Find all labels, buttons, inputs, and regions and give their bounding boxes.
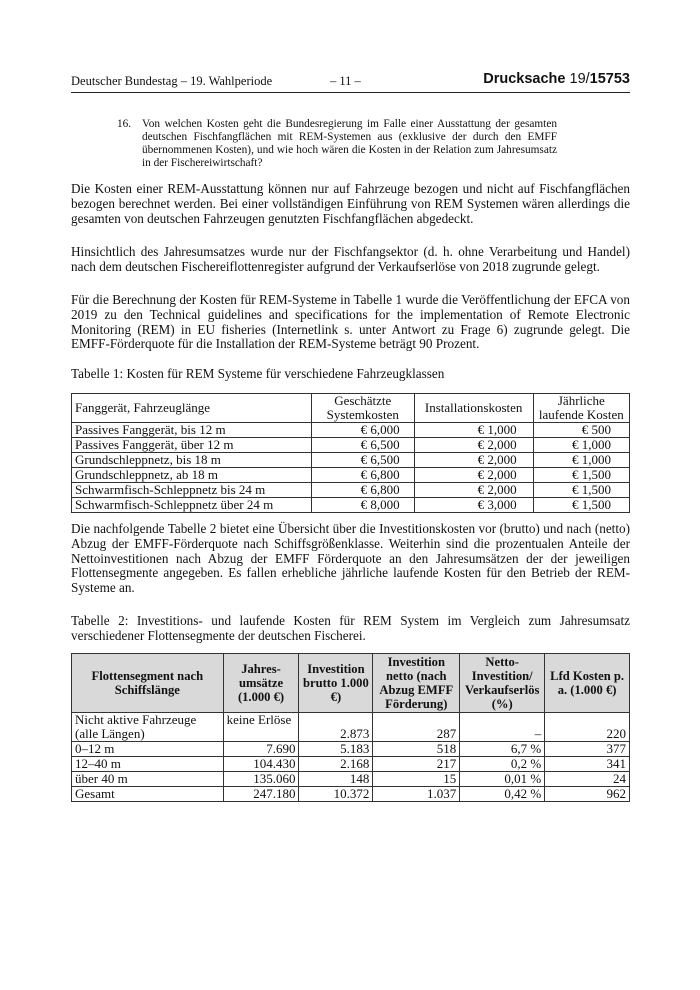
table1-cell: € 6,800 bbox=[311, 483, 414, 498]
table2-cell: 287 bbox=[373, 727, 460, 742]
table-row bbox=[72, 468, 630, 483]
question-block bbox=[117, 118, 557, 170]
table-1-rem-costs bbox=[71, 393, 630, 513]
table1-caption: Tabelle 1: Kosten für REM Systeme für verschiedene Fahrzeugklassen bbox=[71, 366, 445, 381]
table-row bbox=[72, 438, 630, 453]
table2-cell: 2.168 bbox=[299, 757, 373, 772]
table1-cell: € 1,000 bbox=[414, 423, 533, 438]
table1-cell: Passives Fanggerät, über 12 m bbox=[72, 438, 312, 453]
table1-cell: Grundschleppnetz, ab 18 m bbox=[72, 468, 312, 483]
table2-cell: 220 bbox=[545, 727, 630, 742]
table1-cell: € 1,000 bbox=[533, 453, 629, 468]
table-row bbox=[72, 453, 630, 468]
paragraph-4: Die nachfolgende Tabelle 2 bietet eine Übersicht über die Investitionskosten vor (brutto) und nach (netto) Abzug der EMFF-Förderquote nach Schiffsgrößenklasse. Weiterhin sind die prozentualen Anteile der Nettoinvestitionen nach Abzug der EMFF Förderquote an den Jahresumsätzen der der jeweiligen Flottensegmente angegeben. Es fallen erhebliche jährliche laufende Kosten für den Betrieb der REM-Systeme an. bbox=[71, 521, 630, 596]
table1-header-cell: Fanggerät, Fahrzeuglänge bbox=[72, 394, 312, 423]
table1-cell: € 6,000 bbox=[311, 423, 414, 438]
table1-cell: € 1,500 bbox=[533, 483, 629, 498]
table2-header-cell: Flottensegment nach Schiffslänge bbox=[72, 654, 224, 713]
table1-cell: € 2,000 bbox=[414, 468, 533, 483]
table1-cell: € 2,000 bbox=[414, 438, 533, 453]
table2-cell: 1.037 bbox=[373, 787, 460, 802]
table1-cell: € 500 bbox=[533, 423, 629, 438]
table2-cell: – bbox=[460, 727, 545, 742]
table2-header-cell: Investition netto (nach Abzug EMFF Förderung) bbox=[373, 654, 460, 713]
question-number: 16. bbox=[117, 118, 132, 130]
table2-cell: 0,42 % bbox=[460, 787, 545, 802]
table2-cell: 7.690 bbox=[223, 742, 299, 757]
table-row bbox=[72, 423, 630, 438]
table1-cell: Grundschleppnetz, bis 18 m bbox=[72, 453, 312, 468]
header-doc-number: 15753 bbox=[589, 71, 630, 87]
table2-header-row bbox=[72, 654, 630, 713]
table1-cell: € 6,500 bbox=[311, 453, 414, 468]
table1-cell: € 8,000 bbox=[311, 498, 414, 513]
table2-caption: Tabelle 2: Investitions- und laufende Kosten für REM System im Vergleich zum Jahresumsatz verschiedener Flottensegmente der deutschen Fischerei. bbox=[71, 613, 630, 643]
table1-cell: € 2,000 bbox=[414, 453, 533, 468]
table2-cell: 247.180 bbox=[223, 787, 299, 802]
table2-cell bbox=[373, 713, 460, 728]
paragraph-2: Hinsichtlich des Jahresumsatzes wurde nur der Fischfangsektor (d. h. ohne Verarbeitung und Handel) nach dem deutschen Fischereiflottenregister aufgrund der Verkaufserlöse von 2018 zugrunde gelegt. bbox=[71, 244, 630, 274]
table2-cell: Nicht aktive Fahrzeuge bbox=[72, 713, 224, 728]
paragraph-3: Für die Berechnung der Kosten für REM-Systeme in Tabelle 1 wurde die Veröffentlichung der EFCA von 2019 zu den Technical guidelines and specifications for the implementation of Remote Electronic Monitoring (REM) in EU fisheries (Internetlink s. unter Antwort zu Frage 6) zugrunde gelegt. Die EMFF-Förderquote für die Installation der REM-Systeme beträgt 90 Prozent. bbox=[71, 292, 630, 352]
table1-cell: € 1,500 bbox=[533, 498, 629, 513]
header-doc-label: Drucksache bbox=[483, 71, 566, 87]
table2-cell: 148 bbox=[299, 772, 373, 787]
table2-cell: 12–40 m bbox=[72, 757, 224, 772]
table-2-investment-costs bbox=[71, 653, 630, 802]
table2-cell: 5.183 bbox=[299, 742, 373, 757]
table1-cell: Schwarmfisch-Schleppnetz bis 24 m bbox=[72, 483, 312, 498]
table2-cell: 377 bbox=[545, 742, 630, 757]
table2-cell: 104.430 bbox=[223, 757, 299, 772]
table-row bbox=[72, 772, 630, 787]
table1-cell: Passives Fanggerät, bis 12 m bbox=[72, 423, 312, 438]
table-row bbox=[72, 483, 630, 498]
table1-cell: € 6,800 bbox=[311, 468, 414, 483]
table2-cell: 962 bbox=[545, 787, 630, 802]
table2-cell: 10.372 bbox=[299, 787, 373, 802]
header-doc-number-prefix: 19/ bbox=[569, 71, 590, 87]
table1-header-row bbox=[72, 394, 630, 423]
table2-cell bbox=[223, 727, 299, 742]
header-page-number: – 11 – bbox=[330, 74, 361, 88]
table2-cell bbox=[460, 713, 545, 728]
table-row bbox=[72, 787, 630, 802]
header-parliament: Deutscher Bundestag – 19. Wahlperiode bbox=[71, 74, 273, 88]
table2-cell: (alle Längen) bbox=[72, 727, 224, 742]
table2-header-cell: Investition brutto 1.000 €) bbox=[299, 654, 373, 713]
table-row bbox=[72, 498, 630, 513]
header-rule bbox=[71, 92, 630, 93]
table2-cell: 0,2 % bbox=[460, 757, 545, 772]
table-row bbox=[72, 713, 630, 728]
header-document-id bbox=[483, 71, 630, 87]
table2-cell: über 40 m bbox=[72, 772, 224, 787]
page-header bbox=[71, 71, 630, 91]
table-row bbox=[72, 742, 630, 757]
table-row bbox=[72, 757, 630, 772]
table2-cell bbox=[299, 713, 373, 728]
table2-cell: 0,01 % bbox=[460, 772, 545, 787]
table-row bbox=[72, 727, 630, 742]
table1-cell: € 1,500 bbox=[533, 468, 629, 483]
table2-cell: Gesamt bbox=[72, 787, 224, 802]
table2-cell bbox=[545, 713, 630, 728]
table1-header-cell: Geschätzte Systemkosten bbox=[311, 394, 414, 423]
table1-cell: Schwarmfisch-Schleppnetz über 24 m bbox=[72, 498, 312, 513]
table2-header-cell: Jahres-umsätze (1.000 €) bbox=[223, 654, 299, 713]
table1-cell: € 6,500 bbox=[311, 438, 414, 453]
table2-cell: 0–12 m bbox=[72, 742, 224, 757]
table1-header-cell: Installationskosten bbox=[414, 394, 533, 423]
table2-cell: 341 bbox=[545, 757, 630, 772]
table2-cell: 135.060 bbox=[223, 772, 299, 787]
table1-cell: € 2,000 bbox=[414, 483, 533, 498]
paragraph-1: Die Kosten einer REM-Ausstattung können nur auf Fahrzeuge bezogen und nicht auf Fischfangflächen bezogen berechnet werden. Bei einer vollständigen Einführung von REM Systemen wären allerdings die gesamten von deutschen Fahrzeugen genutzten Fischfangflächen abgedeckt. bbox=[71, 181, 630, 226]
table2-cell: 24 bbox=[545, 772, 630, 787]
table2-header-cell: Lfd Kosten p. a. (1.000 €) bbox=[545, 654, 630, 713]
table2-cell: 217 bbox=[373, 757, 460, 772]
table2-cell: keine Erlöse bbox=[223, 713, 299, 728]
table2-header-cell: Netto-Investition/ Verkaufserlös (%) bbox=[460, 654, 545, 713]
table2-cell: 6,7 % bbox=[460, 742, 545, 757]
table2-cell: 518 bbox=[373, 742, 460, 757]
table1-header-cell: Jährliche laufende Kosten bbox=[533, 394, 629, 423]
table2-cell: 2.873 bbox=[299, 727, 373, 742]
table2-cell: 15 bbox=[373, 772, 460, 787]
table1-cell: € 3,000 bbox=[414, 498, 533, 513]
table1-cell: € 1,000 bbox=[533, 438, 629, 453]
question-text: Von welchen Kosten geht die Bundesregierung im Falle einer Ausstattung der gesamten deutschen Fischfangflächen mit REM-Systemen aus (exklusive der durch den EMFF übernommenen Kosten), und wie hoch wären die Kosten in der Relation zum Jahresumsatz in der Fischereiwirtschaft? bbox=[142, 118, 557, 169]
